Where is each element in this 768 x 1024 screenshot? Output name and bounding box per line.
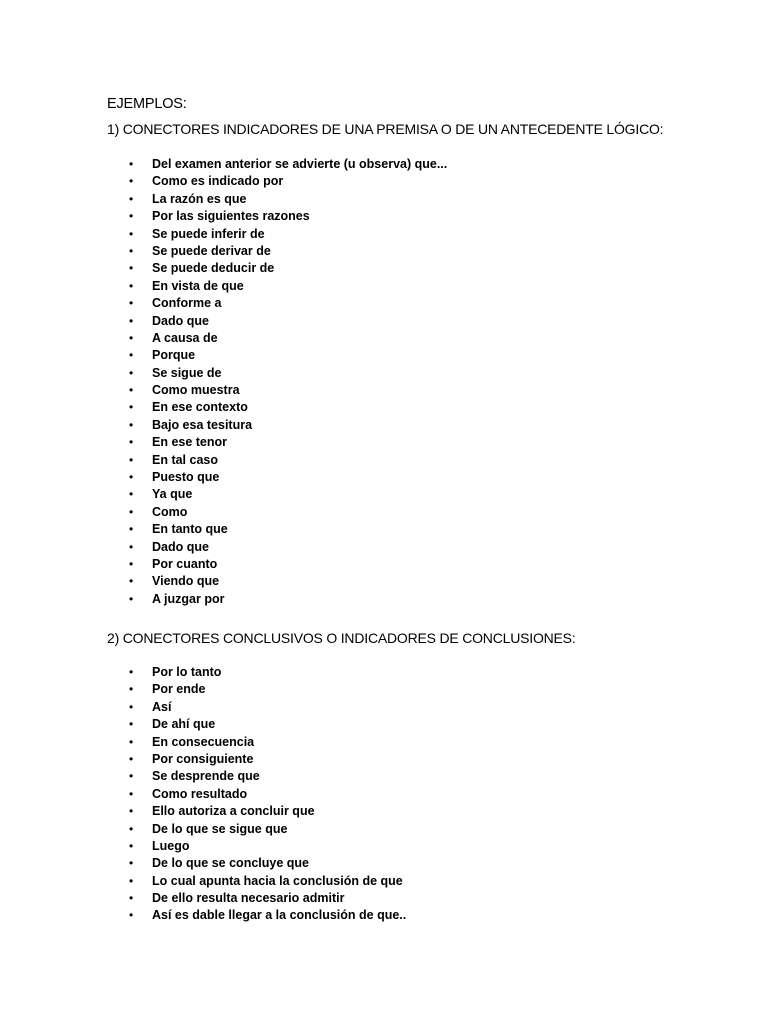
list-item-text: Por lo tanto	[152, 665, 222, 679]
list-item-text: Bajo esa tesitura	[152, 417, 253, 432]
list-item	[0, 521, 447, 538]
list-item-text: Viendo que	[152, 574, 220, 589]
list-item-text: Se sigue de	[152, 365, 222, 380]
list-item-text: Conforme a	[152, 296, 222, 311]
bullet-icon: •	[129, 470, 134, 485]
list-item-text: De lo que se concluye que	[152, 856, 309, 871]
bullet-icon: •	[129, 769, 134, 784]
bullet-icon: •	[129, 786, 134, 801]
list-item	[0, 226, 447, 243]
list-item-text: Lo cual apunta hacia la conclusión de que	[152, 873, 403, 888]
bullet-icon: •	[129, 522, 134, 537]
bullet-icon: •	[129, 838, 134, 853]
list-item	[0, 156, 447, 173]
list-item-text: Como muestra	[152, 383, 240, 398]
bullet-icon: •	[129, 330, 134, 345]
bullet-icon: •	[129, 504, 134, 519]
bullet-icon: •	[129, 682, 134, 697]
list-item	[0, 699, 406, 716]
list-item	[0, 278, 447, 295]
bullet-icon: •	[129, 891, 134, 906]
list-item-text: De ello resulta necesario admitir	[152, 891, 345, 906]
document-title: EJEMPLOS:	[107, 96, 187, 112]
bullet-icon: •	[129, 417, 134, 432]
list-item-text: De lo que se sigue que	[152, 821, 288, 836]
list-item-text: De ahí que	[152, 717, 216, 732]
section-1-heading: 1) CONECTORES INDICADORES DE UNA PREMISA O DE UN ANTECEDENTE LÓGICO:	[107, 121, 664, 137]
list-item	[0, 803, 406, 820]
list-item	[0, 821, 406, 838]
list-item	[0, 556, 447, 573]
list-item-text: A causa de	[152, 330, 218, 345]
list-item	[0, 573, 447, 590]
list-item	[0, 681, 406, 698]
section-1-list	[0, 156, 447, 608]
bullet-icon: •	[129, 209, 134, 224]
bullet-icon: •	[129, 856, 134, 871]
list-item-text: En ese tenor	[152, 435, 228, 450]
list-item	[0, 734, 406, 751]
list-item	[0, 417, 447, 434]
list-item	[0, 452, 447, 469]
bullet-icon: •	[129, 174, 134, 189]
bullet-icon: •	[129, 665, 134, 679]
bullet-icon: •	[129, 591, 134, 606]
bullet-icon: •	[129, 717, 134, 732]
bullet-icon: •	[129, 873, 134, 888]
list-item	[0, 855, 406, 872]
list-item-text: La razón es que	[152, 191, 247, 206]
list-item-text: Dado que	[152, 539, 209, 554]
list-item-text: Dado que	[152, 313, 209, 328]
list-item	[0, 786, 406, 803]
bullet-icon: •	[129, 243, 134, 258]
bullet-icon: •	[129, 383, 134, 398]
list-item	[0, 399, 447, 416]
list-item-text: Por ende	[152, 682, 206, 697]
bullet-icon: •	[129, 574, 134, 589]
list-item	[0, 907, 406, 924]
list-item	[0, 486, 447, 503]
list-item-text: Por cuanto	[152, 556, 218, 571]
list-item-text: En vista de que	[152, 278, 244, 293]
list-item	[0, 382, 447, 399]
list-item-text: Por las siguientes razones	[152, 209, 310, 224]
list-item-text: Luego	[152, 838, 190, 853]
list-item-text: Por consiguiente	[152, 751, 254, 766]
list-item	[0, 243, 447, 260]
list-item-text: Del examen anterior se advierte (u observa) que...	[152, 157, 448, 171]
list-item	[0, 434, 447, 451]
list-item	[0, 295, 447, 312]
list-item-text: Porque	[152, 348, 196, 363]
bullet-icon: •	[129, 751, 134, 766]
list-item	[0, 208, 447, 225]
list-item-text: Así es dable llegar a la conclusión de que..	[152, 908, 407, 923]
list-item-text: Como resultado	[152, 786, 248, 801]
bullet-icon: •	[129, 278, 134, 293]
list-item	[0, 347, 447, 364]
bullet-icon: •	[129, 908, 134, 923]
bullet-icon: •	[129, 296, 134, 311]
list-item-text: Puesto que	[152, 470, 220, 485]
list-item-text: En consecuencia	[152, 734, 255, 749]
bullet-icon: •	[129, 539, 134, 554]
list-item	[0, 191, 447, 208]
list-item	[0, 330, 447, 347]
list-item-text: Así	[152, 699, 172, 714]
section-2-heading: 2) CONECTORES CONCLUSIVOS O INDICADORES DE CONCLUSIONES:	[107, 630, 576, 646]
bullet-icon: •	[129, 804, 134, 819]
bullet-icon: •	[129, 157, 134, 171]
list-item-text: Se puede derivar de	[152, 243, 271, 258]
bullet-icon: •	[129, 226, 134, 241]
bullet-icon: •	[129, 348, 134, 363]
list-item	[0, 173, 447, 190]
bullet-icon: •	[129, 699, 134, 714]
list-item-text: En tal caso	[152, 452, 218, 467]
list-item	[0, 716, 406, 733]
bullet-icon: •	[129, 191, 134, 206]
list-item	[0, 768, 406, 785]
list-item-text: Se puede deducir de	[152, 261, 275, 276]
section-2-list	[0, 664, 406, 925]
list-item-text: Se puede inferir de	[152, 226, 265, 241]
list-item	[0, 591, 447, 608]
list-item	[0, 890, 406, 907]
list-item-text: En tanto que	[152, 522, 228, 537]
bullet-icon: •	[129, 452, 134, 467]
bullet-icon: •	[129, 734, 134, 749]
list-item	[0, 838, 406, 855]
bullet-icon: •	[129, 400, 134, 415]
bullet-icon: •	[129, 435, 134, 450]
list-item	[0, 504, 447, 521]
list-item	[0, 539, 447, 556]
list-item	[0, 469, 447, 486]
list-item	[0, 751, 406, 768]
list-item-text: Ello autoriza a concluir que	[152, 804, 315, 819]
list-item-text: Como es indicado por	[152, 174, 284, 189]
list-item	[0, 260, 447, 277]
bullet-icon: •	[129, 487, 134, 502]
list-item-text: En ese contexto	[152, 400, 248, 415]
bullet-icon: •	[129, 261, 134, 276]
list-item	[0, 365, 447, 382]
bullet-icon: •	[129, 313, 134, 328]
bullet-icon: •	[129, 365, 134, 380]
bullet-icon: •	[129, 821, 134, 836]
list-item	[0, 664, 406, 681]
list-item-text: Se desprende que	[152, 769, 260, 784]
list-item-text: Ya que	[152, 487, 193, 502]
list-item	[0, 313, 447, 330]
list-item-text: A juzgar por	[152, 591, 225, 606]
bullet-icon: •	[129, 556, 134, 571]
list-item-text: Como	[152, 504, 188, 519]
list-item	[0, 873, 406, 890]
